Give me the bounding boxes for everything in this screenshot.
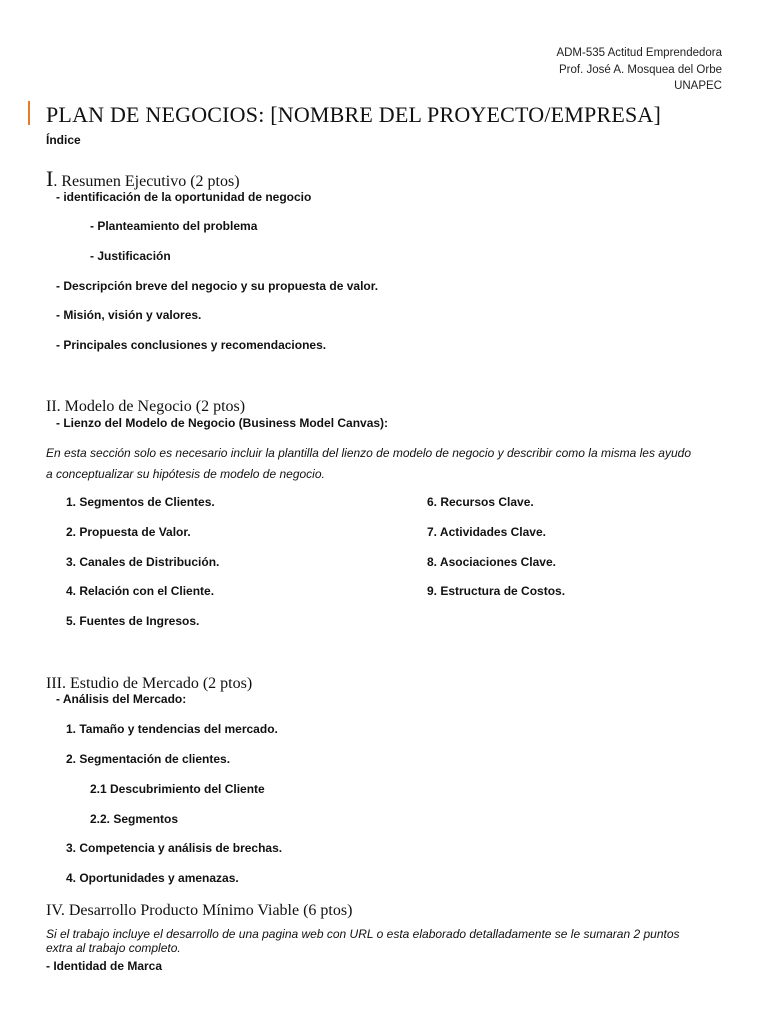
sec2-description-line2: a conceptualizar su hipótesis de modelo de negocio. — [46, 467, 325, 481]
canvas-item-7: 7. Actividades Clave. — [427, 525, 546, 539]
canvas-item-8: 8. Asociaciones Clave. — [427, 555, 556, 569]
page-title: PLAN DE NEGOCIOS: [NOMBRE DEL PROYECTO/EMPRESA] — [46, 102, 662, 127]
canvas-item-4: 4. Relación con el Cliente. — [66, 584, 215, 598]
sec4-note-line2: extra al trabajo completo. — [46, 941, 181, 955]
sec1-item-opportunity: - identificación de la oportunidad de negocio — [56, 190, 312, 204]
canvas-item-5: 5. Fuentes de Ingresos. — [66, 614, 200, 628]
canvas-item-6: 6. Recursos Clave. — [427, 495, 534, 509]
sec3-subheading: - Análisis del Mercado: — [56, 692, 187, 706]
header-professor: Prof. José A. Mosquea del Orbe — [558, 64, 722, 76]
sec1-item-justification: - Justificación — [90, 249, 171, 263]
sec2-subheading: - Lienzo del Modelo de Negocio (Business Model Canvas): — [56, 416, 389, 430]
index-label: Índice — [46, 133, 81, 147]
sec1-item-conclusions: - Principales conclusiones y recomendaciones. — [56, 338, 327, 352]
canvas-item-3: 3. Canales de Distribución. — [66, 555, 220, 569]
sec4-note-line1: Si el trabajo incluye el desarrollo de una pagina web con URL o esta elaborado detalladamente se le sumaran 2 puntos — [46, 927, 680, 941]
section-1-heading — [46, 166, 240, 192]
sec3-item-competition: 3. Competencia y análisis de brechas. — [66, 841, 283, 855]
sec1-item-mission: - Misión, visión y valores. — [56, 308, 202, 322]
section-1-title: . Resumen Ejecutivo (2 ptos) — [53, 173, 240, 190]
canvas-item-1: 1. Segmentos de Clientes. — [66, 495, 215, 509]
sec3-item-customer-discovery: 2.1 Descubrimiento del Cliente — [90, 782, 265, 796]
section-4-heading: IV. Desarrollo Producto Mínimo Viable (6 ptos) — [46, 902, 353, 919]
header-course: ADM-535 Actitud Emprendedora — [556, 47, 722, 59]
sec4-subheading: - Identidad de Marca — [46, 959, 163, 973]
sec3-item-market-size: 1. Tamaño y tendencias del mercado. — [66, 722, 278, 736]
sec3-item-segmentation: 2. Segmentación de clientes. — [66, 752, 231, 766]
canvas-item-2: 2. Propuesta de Valor. — [66, 525, 191, 539]
section-2-heading: II. Modelo de Negocio (2 ptos) — [46, 398, 246, 415]
sec2-description-line1: En esta sección solo es necesario incluir la plantilla del lienzo de modelo de negocio y describir como la misma les ayudo — [46, 446, 692, 460]
sec3-item-segments: 2.2. Segmentos — [90, 812, 179, 826]
sec3-item-opportunities: 4. Oportunidades y amenazas. — [66, 871, 239, 885]
sec1-item-description: - Descripción breve del negocio y su propuesta de valor. — [56, 279, 379, 293]
header-institution: UNAPEC — [674, 80, 722, 92]
sec1-item-problem: - Planteamiento del problema — [90, 219, 258, 233]
title-accent-bar — [28, 101, 30, 125]
section-1-numeral: I — [46, 166, 54, 191]
canvas-item-9: 9. Estructura de Costos. — [427, 584, 566, 598]
section-3-heading: III. Estudio de Mercado (2 ptos) — [46, 675, 253, 692]
